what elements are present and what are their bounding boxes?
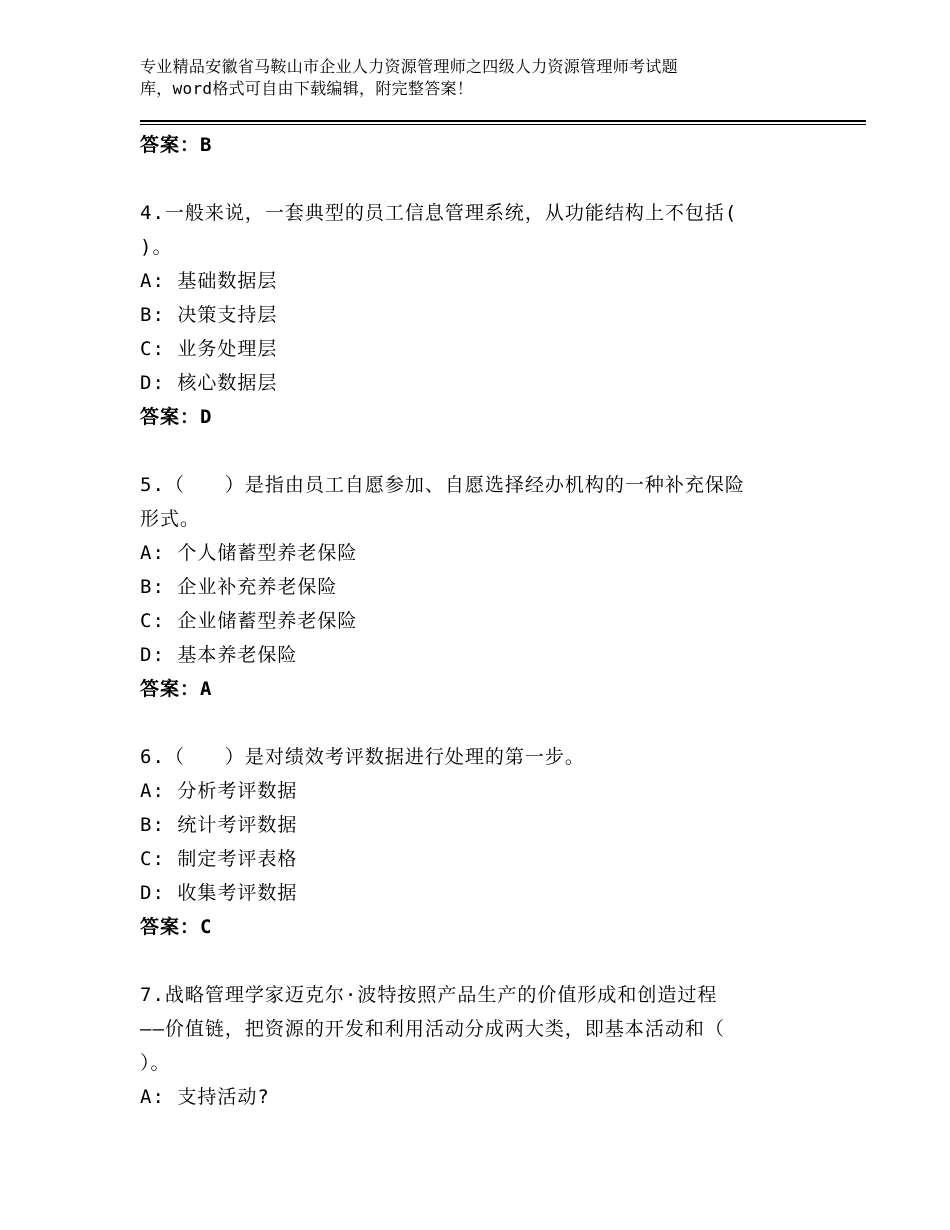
question-6-line-1: 6.（ ）是对绩效考评数据进行处理的第一步。: [140, 746, 585, 768]
question-7-line-1: 7.战略管理学家迈克尔·波特按照产品生产的价值形成和创造过程: [140, 984, 718, 1006]
question-4: [140, 196, 840, 434]
question-7-line-3: ）。: [140, 1052, 171, 1074]
question-5: [140, 468, 840, 706]
spacer: [140, 162, 840, 196]
question-4-line-1: 4.一般来说，一套典型的员工信息管理系统，从功能结构上不包括(: [140, 202, 738, 224]
question-6-option-b: B: 统计考评数据: [140, 814, 298, 836]
header-rule-thick: [140, 120, 866, 122]
answer-q5: 答案：A: [140, 678, 213, 700]
question-5-option-a: A: 个人储蓄型养老保险: [140, 542, 358, 564]
question-4-option-d: D: 核心数据层: [140, 372, 278, 394]
spacer: [140, 434, 840, 468]
answer-q6: 答案：C: [140, 916, 213, 938]
question-5-option-d: D: 基本养老保险: [140, 644, 298, 666]
question-6: [140, 740, 840, 944]
question-5-line-2: 形式。: [140, 508, 201, 530]
question-5-line-1: 5.（ ）是指由员工自愿参加、自愿选择经办机构的一种补充保险: [140, 474, 745, 496]
question-4-option-b: B: 决策支持层: [140, 304, 278, 326]
question-6-option-a: A: 分析考评数据: [140, 780, 298, 802]
question-list: [140, 128, 840, 1114]
answer-q3: 答案：B: [140, 134, 213, 156]
answer-q4: 答案：D: [140, 406, 213, 428]
header-rule-thin: [140, 124, 866, 125]
spacer: [140, 944, 840, 978]
question-5-option-b: B: 企业补充养老保险: [140, 576, 338, 598]
question-6-option-d: D: 收集考评数据: [140, 882, 298, 904]
question-4-option-c: C: 业务处理层: [140, 338, 278, 360]
spacer: [140, 706, 840, 740]
question-6-option-c: C: 制定考评表格: [140, 848, 298, 870]
header-line-2: 库，word格式可自由下载编辑，附完整答案！: [140, 79, 474, 98]
question-7-line-2: ——价值链，把资源的开发和利用活动分成两大类，即基本活动和（: [140, 1018, 725, 1040]
question-7: [140, 978, 840, 1114]
document-header: [140, 56, 840, 100]
question-4-option-a: A: 基础数据层: [140, 270, 278, 292]
question-5-option-c: C: 企业储蓄型养老保险: [140, 610, 358, 632]
question-7-option-a: A: 支持活动?: [140, 1086, 270, 1108]
question-4-line-2: )。: [140, 236, 173, 258]
header-line-1: 专业精品安徽省马鞍山市企业人力资源管理师之四级人力资源管理师考试题: [140, 57, 678, 76]
